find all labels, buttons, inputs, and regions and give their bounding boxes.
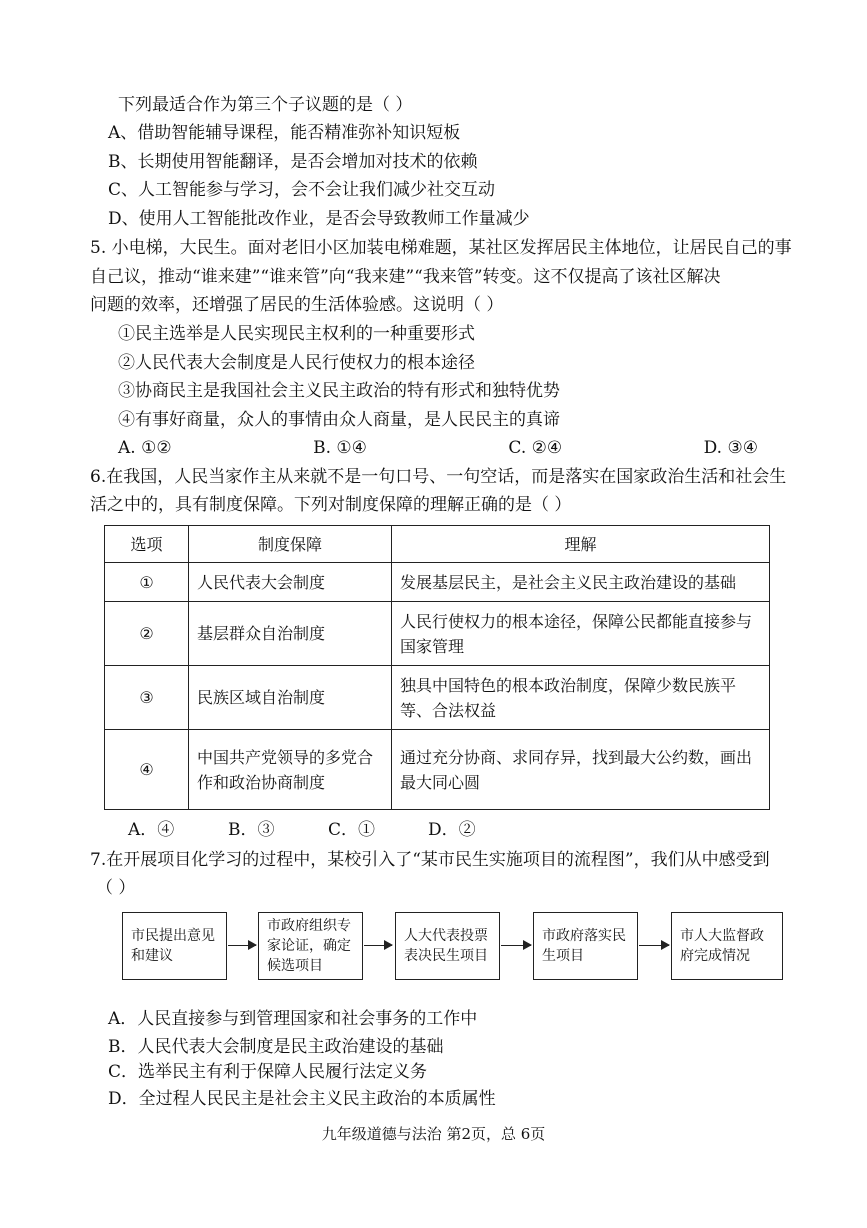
q7-line-1: 7.在开展项目化学习的过程中，某校引入了“某市民生实施项目的流程图”，我们从中感受到 bbox=[90, 850, 770, 870]
q6-row-no: ③ bbox=[105, 666, 189, 730]
q4-option-a: A、借助智能辅导课程，能否精准弥补知识短板 bbox=[108, 123, 461, 143]
q6-line-1: 6.在我国，人民当家作主从来就不是一句口号、一句空话，而是落实在国家政治生活和社会生 bbox=[90, 467, 787, 487]
q7-option-b: B．人民代表大会制度是民主政治建设的基础 bbox=[108, 1037, 444, 1057]
flow-step-5: 市人大监督政府完成情况 bbox=[671, 912, 783, 980]
q5-line-3: 问题的效率，还增强了居民的生活体验感。这说明（ ） bbox=[90, 295, 504, 315]
q6-table bbox=[104, 525, 770, 810]
q6-row-system: 人民代表大会制度 bbox=[189, 563, 392, 602]
q7-flowchart bbox=[122, 912, 784, 982]
q6-header-understanding: 理解 bbox=[392, 526, 770, 563]
table-row bbox=[105, 563, 770, 602]
q6-line-2: 活之中的，具有制度保障。下列对制度保障的理解正确的是（ ） bbox=[90, 495, 572, 515]
q6-header-option: 选项 bbox=[105, 526, 189, 563]
q6-row-understanding: 人民行使权力的根本途径，保障公民都能直接参与国家管理 bbox=[392, 602, 770, 666]
flow-step-1: 市民提出意见和建议 bbox=[122, 912, 227, 980]
q6-row-system: 中国共产党领导的多党合作和政治协商制度 bbox=[189, 730, 392, 810]
q5-options bbox=[118, 435, 758, 461]
table-row bbox=[105, 730, 770, 810]
flow-step-3: 人大代表投票表决民生项目 bbox=[395, 912, 500, 980]
q4-option-c: C、人工智能参与学习，会不会让我们减少社交互动 bbox=[108, 180, 496, 200]
q5-option-a: A. ①② bbox=[118, 438, 172, 458]
q6-row-system: 民族区域自治制度 bbox=[189, 666, 392, 730]
q4-stem: 下列最适合作为第三个子议题的是（ ） bbox=[118, 95, 413, 115]
table-row bbox=[105, 666, 770, 730]
q6-row-understanding: 独具中国特色的根本政治制度，保障少数民族平等、合法权益 bbox=[392, 666, 770, 730]
q5-option-d: D. ③④ bbox=[703, 438, 758, 458]
q5-statement-1: ①民主选举是人民实现民主权利的一种重要形式 bbox=[118, 324, 475, 344]
q6-option-b: B．③ bbox=[228, 820, 275, 840]
q7-option-d: D．全过程人民民主是社会主义民主政治的本质属性 bbox=[108, 1089, 496, 1109]
q7-option-a: A．人民直接参与到管理国家和社会事务的工作中 bbox=[108, 1009, 478, 1029]
q5-statement-3: ③协商民主是我国社会主义民主政治的特有形式和独特优势 bbox=[118, 381, 560, 401]
q6-option-d: D．② bbox=[428, 820, 476, 840]
q6-header-system: 制度保障 bbox=[189, 526, 392, 563]
q7-line-2: （ ） bbox=[96, 878, 136, 898]
q5-statement-2: ②人民代表大会制度是人民行使权力的根本途径 bbox=[118, 353, 475, 373]
q6-row-no: ① bbox=[105, 563, 189, 602]
q7-option-c: C．选举民主有利于保障人民履行法定义务 bbox=[108, 1062, 428, 1082]
flow-arrow-icon bbox=[228, 945, 256, 946]
flow-step-2: 市政府组织专家论证，确定候选项目 bbox=[258, 912, 363, 980]
table-row bbox=[105, 602, 770, 666]
q4-option-b: B、长期使用智能翻译，是否会增加对技术的依赖 bbox=[108, 152, 478, 172]
q6-options bbox=[128, 817, 528, 843]
flow-step-4: 市政府落实民生项目 bbox=[533, 912, 638, 980]
q4-option-d: D、使用人工智能批改作业，是否会导致教师工作量减少 bbox=[108, 209, 530, 229]
q5-line-2: 自己议，推动“谁来建”“谁来管”向“我来建”“我来管”转变。这不仅提高了该社区解决 bbox=[90, 267, 721, 287]
q5-line-1: 5. 小电梯，大民生。面对老旧小区加装电梯难题，某社区发挥居民主体地位，让居民自己的事 bbox=[90, 238, 792, 258]
q5-option-c: C. ②④ bbox=[508, 438, 563, 458]
q6-option-c: C．① bbox=[328, 820, 376, 840]
page-footer: 九年级道德与法治 第2页，总 6页 bbox=[321, 1125, 546, 1143]
q6-row-system: 基层群众自治制度 bbox=[189, 602, 392, 666]
flow-arrow-icon bbox=[364, 945, 392, 946]
flow-arrow-icon bbox=[639, 945, 669, 946]
q6-row-no: ④ bbox=[105, 730, 189, 810]
q5-statement-4: ④有事好商量，众人的事情由众人商量，是人民民主的真谛 bbox=[118, 410, 560, 430]
q5-option-b: B. ①④ bbox=[313, 438, 367, 458]
q6-row-no: ② bbox=[105, 602, 189, 666]
q6-option-a: A．④ bbox=[128, 820, 175, 840]
q6-row-understanding: 发展基层民主，是社会主义民主政治建设的基础 bbox=[392, 563, 770, 602]
q6-row-understanding: 通过充分协商、求同存异，找到最大公约数，画出最大同心圆 bbox=[392, 730, 770, 810]
q6-table-header bbox=[105, 526, 770, 563]
flow-arrow-icon bbox=[501, 945, 531, 946]
